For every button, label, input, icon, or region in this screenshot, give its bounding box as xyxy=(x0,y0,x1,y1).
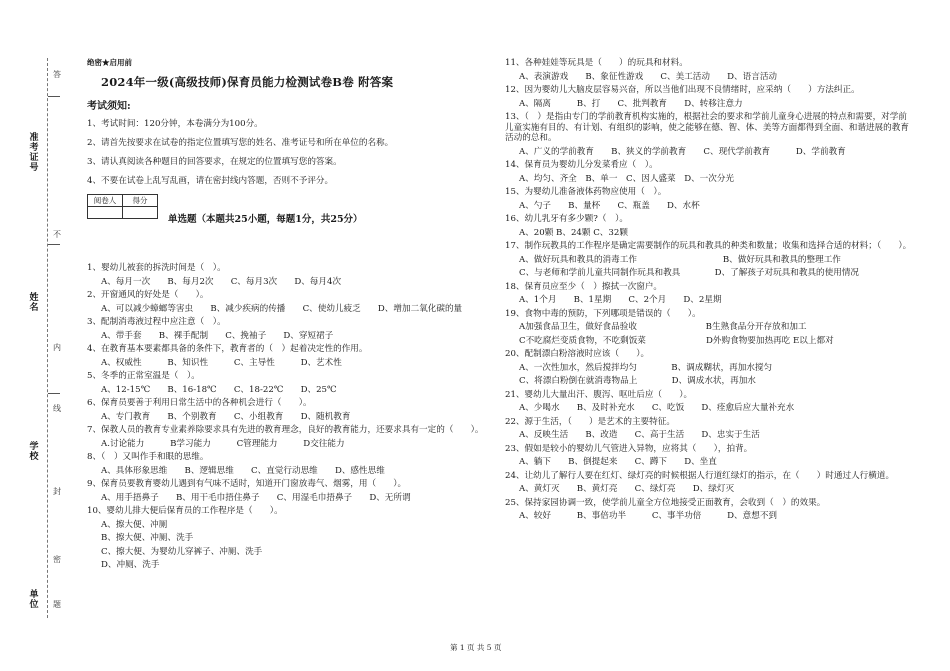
exam-number-label: 准考证号 xyxy=(29,133,39,173)
question-text: 13、（ ）是指由专门的学前教育机构实施的，根据社会的要求和学前儿童身心进展的特点和需要，对学前儿童实施有目的、有计划、有组织的影响，使之能够在德、智、体、美等方面都得到全面、和谐进展的教育活动的总和。 xyxy=(505,112,909,143)
option-line: B、擦大便、冲厕、洗手 xyxy=(101,533,194,543)
question-item xyxy=(505,498,915,522)
question-item xyxy=(505,58,915,82)
option-line: A、用手捂鼻子 B、用干毛巾捂住鼻子 C、用湿毛巾捂鼻子 D、无所谓 xyxy=(101,492,411,503)
question-item xyxy=(505,112,915,157)
question-item xyxy=(505,417,915,441)
score-cell[interactable] xyxy=(123,207,158,219)
question-text: 6、保育员要善于利用日常生活中的各种机会进行（ ）。 xyxy=(87,398,312,408)
question-text: 7、保教人员的教育专业素养除要求具有先进的教育理念，良好的教育能力，还要求具有一定的（ ）。 xyxy=(87,425,484,435)
question-item xyxy=(505,85,915,109)
option-line: A、擦大便、冲厕 xyxy=(101,519,168,530)
question-list-left xyxy=(87,263,487,574)
question-item xyxy=(87,506,487,571)
binding-rule xyxy=(48,244,60,245)
option-line: A.讨论能力 B学习能力 C管理能力 D交往能力 xyxy=(101,438,345,449)
option-line: A、每月一次 B、每月2次 C、每月3次 D、每月4次 xyxy=(101,276,342,287)
question-item xyxy=(87,290,487,314)
option-line: A、躺下 B、倒提起来 C、蹲下 D、坐直 xyxy=(519,457,717,467)
option-line: A、12-15℃ B、16-18℃ C、18-22℃ D、25℃ xyxy=(101,384,337,395)
question-item xyxy=(87,479,487,503)
option-line: A、20颗 B、24颗 C、32颗 xyxy=(519,227,628,238)
seal-mark: 内 xyxy=(53,343,61,352)
question-item xyxy=(505,349,915,387)
question-text: 3、配制消毒液过程中应注意（ ）。 xyxy=(87,317,226,327)
option-line: C、与老师和学前儿童共同制作玩具和教具 D、了解孩子对玩具和教具的使用情况 xyxy=(519,268,860,278)
option-line: A、反映生活 B、改造 C、高于生活 D、忠实于生活 xyxy=(519,430,760,440)
question-item xyxy=(505,214,915,238)
section-heading: 单选题（本题共25小题，每题1分，共25分） xyxy=(168,214,363,225)
question-item xyxy=(505,282,915,306)
seal-mark: 题 xyxy=(53,600,61,609)
option-line: A加强食品卫生，做好食品验收 B生熟食品分开存放和加工 xyxy=(519,322,807,332)
option-line: A、1个月 B、1星期 C、2个月 D、2星期 xyxy=(519,295,722,305)
notice-item: 4、不要在试卷上乱写乱画，请在密封线内答题，否则不予评分。 xyxy=(87,176,334,186)
option-line: A、带手套 B、裸手配制 C、挽袖子 D、穿短裙子 xyxy=(101,330,334,341)
option-line: A、具体形象思维 B、逻辑思维 C、直觉行动思维 D、感性思维 xyxy=(101,465,385,476)
question-text: 12、因为婴幼儿大脑皮层容易兴奋，所以当他们出现不良情绪时，应采纳（ ）方法纠正。 xyxy=(505,85,860,95)
option-line: A、较好 B、事倍功半 C、事半功倍 D、意想不到 xyxy=(519,511,778,521)
option-line: A、广义的学前教育 B、狭义的学前教育 C、现代学前教育 D、学前教育 xyxy=(519,146,846,157)
question-item xyxy=(87,344,487,368)
question-text: 20、配制漂白粉溶液时应该（ ）。 xyxy=(505,349,650,359)
option-line: A、少喝水 B、及时补充水 C、吃饭 D、痊愈后应大量补充水 xyxy=(519,403,795,413)
option-line: A、可以减少蟑螂等害虫 B、减少疾病的传播 C、使幼儿疲乏 D、增加二氧化碳的量 xyxy=(101,303,463,314)
question-item xyxy=(87,317,487,341)
notice-item: 3、请认真阅读各种题目的回答要求，在规定的位置填写您的答案。 xyxy=(87,157,342,167)
name-label: 姓名 xyxy=(29,293,39,313)
question-text: 19、食物中毒的预防，下列哪项是错误的（ ）。 xyxy=(505,308,701,319)
question-text: 23、假如是较小的婴幼儿气管进入异物，应将其（ ），拍背。 xyxy=(505,443,753,454)
option-line: A、勺子 B、量杯 C、瓶盖 D、水杯 xyxy=(519,200,700,211)
option-line: A、均匀、齐全 B、单一 C、因人盛菜 D、一次分光 xyxy=(519,173,735,184)
option-line: A、表演游戏 B、象征性游戏 C、美工活动 D、语言活动 xyxy=(519,71,778,82)
seal-mark: 密 xyxy=(53,555,61,564)
question-item xyxy=(87,452,487,476)
score-header: 得分 xyxy=(123,195,158,207)
option-line: C、擦大便、为婴幼儿穿裤子、冲厕、洗手 xyxy=(101,546,263,557)
seal-mark: 答 xyxy=(53,70,61,79)
secret-label: 绝密★启用前 xyxy=(87,58,132,67)
notice-item: 2、请首先按要求在试卷的指定位置填写您的姓名、准考证号和所在单位的名称。 xyxy=(87,138,394,148)
option-line: A、隔离 B、打 C、批判教育 D、转移注意力 xyxy=(519,98,743,109)
question-text: 9、保育员要教育婴幼儿遇到有气味不适时，知道开门窗放毒气、烟雾，用（ ）。 xyxy=(87,479,407,489)
option-line: A、专门教育 B、个别教育 C、小组教育 D、随机教育 xyxy=(101,411,351,422)
option-line: A、权威性 B、知识性 C、主导性 D、艺术性 xyxy=(101,357,342,368)
question-text: 25、保持家园协调一致，使学前儿童全方位地接受正面教育，会收到（ ）的效果。 xyxy=(505,497,826,508)
question-list-right xyxy=(505,58,915,525)
question-item xyxy=(87,425,487,449)
option-line: D、冲厕、洗手 xyxy=(101,560,160,570)
question-text: 21、婴幼儿大量出汗、腹泻、呕吐后应（ ）。 xyxy=(505,389,693,400)
question-item xyxy=(87,263,487,287)
question-text: 18、保育员应至少（ ）擦拭一次窗户。 xyxy=(505,281,663,292)
option-line: A、做好玩具和教具的消毒工作 B、做好玩具和教具的整理工作 xyxy=(519,254,841,265)
question-item xyxy=(505,187,915,211)
grader-table xyxy=(87,194,158,219)
question-text: 14、保育员为婴幼儿分发菜肴应（ ）。 xyxy=(505,160,658,170)
notice-item: 1、考试时间：120分钟，本卷满分为100分。 xyxy=(87,119,263,129)
question-text: 22、源于生活，（ ）是艺术的主要特征。 xyxy=(505,416,675,427)
question-text: 11、各种娃娃等玩具是（ ）的玩具和材料。 xyxy=(505,58,688,68)
question-item xyxy=(87,371,487,395)
question-item xyxy=(505,160,915,184)
question-item xyxy=(505,471,915,495)
seal-mark: 线 xyxy=(53,404,61,413)
question-item xyxy=(505,390,915,414)
question-item xyxy=(87,398,487,422)
question-text: 8、（ ）又叫作手和眼的思维。 xyxy=(87,452,209,462)
question-text: 5、冬季的正常室温是（ ）。 xyxy=(87,371,200,381)
question-text: 4、在教育基本要素都具备的条件下，教育者的（ ）起着决定性的作用。 xyxy=(87,344,368,354)
question-text: 17、制作玩教具的工作程序是确定需要制作的玩具和教具的种类和数量；收集和选择合适的材料；（ ）。 xyxy=(505,241,912,251)
binding-rule xyxy=(48,393,60,394)
question-text: 15、为婴幼儿准备液体药物应使用（ ）。 xyxy=(505,187,667,197)
question-text: 10、婴幼儿排大便后保育员的工作程序是（ ）。 xyxy=(87,506,283,516)
option-line: C、将漂白粉倒在就消毒物品上 D、调成水状，再加水 xyxy=(519,376,756,386)
binding-rule xyxy=(48,96,60,97)
question-text: 24、让幼儿了解行人要在红灯、绿灯亮的时候根据人行道红绿灯的指示，在（ ）时通过人行横道。 xyxy=(505,470,895,481)
option-line: C不吃腐烂变质食物，不吃剩饭菜 D外购食物要加热再吃 E以上都对 xyxy=(519,335,834,346)
question-item xyxy=(505,309,915,347)
page-footer: 第 1 页 共 5 页 xyxy=(450,643,502,652)
unit-label: 单位 xyxy=(29,590,39,610)
grader-cell[interactable] xyxy=(88,207,123,219)
option-line: A、黄灯灭 B、黄灯亮 C、绿灯亮 D、绿灯灭 xyxy=(519,484,735,494)
grader-header: 阅卷人 xyxy=(88,195,123,207)
question-item xyxy=(505,241,915,279)
question-item xyxy=(505,444,915,468)
question-text: 16、幼儿乳牙有多少颗?（ ）。 xyxy=(505,214,628,224)
binding-line xyxy=(47,58,48,618)
page-title: 2024年一级(高级技师)保育员能力检测试卷B卷 附答案 xyxy=(101,75,394,89)
seal-mark: 封 xyxy=(53,487,61,496)
question-text: 1、婴幼儿被套的拆洗时间是（ ）。 xyxy=(87,263,226,273)
option-line: A、一次性加水，然后搅拌均匀 B、调成糊状，再加水搅匀 xyxy=(519,362,773,373)
seal-mark: 不 xyxy=(53,230,61,239)
school-label: 学校 xyxy=(29,442,39,462)
question-text: 2、开窗通风的好处是（ ）。 xyxy=(87,290,209,300)
notice-heading: 考试须知: xyxy=(87,101,131,112)
